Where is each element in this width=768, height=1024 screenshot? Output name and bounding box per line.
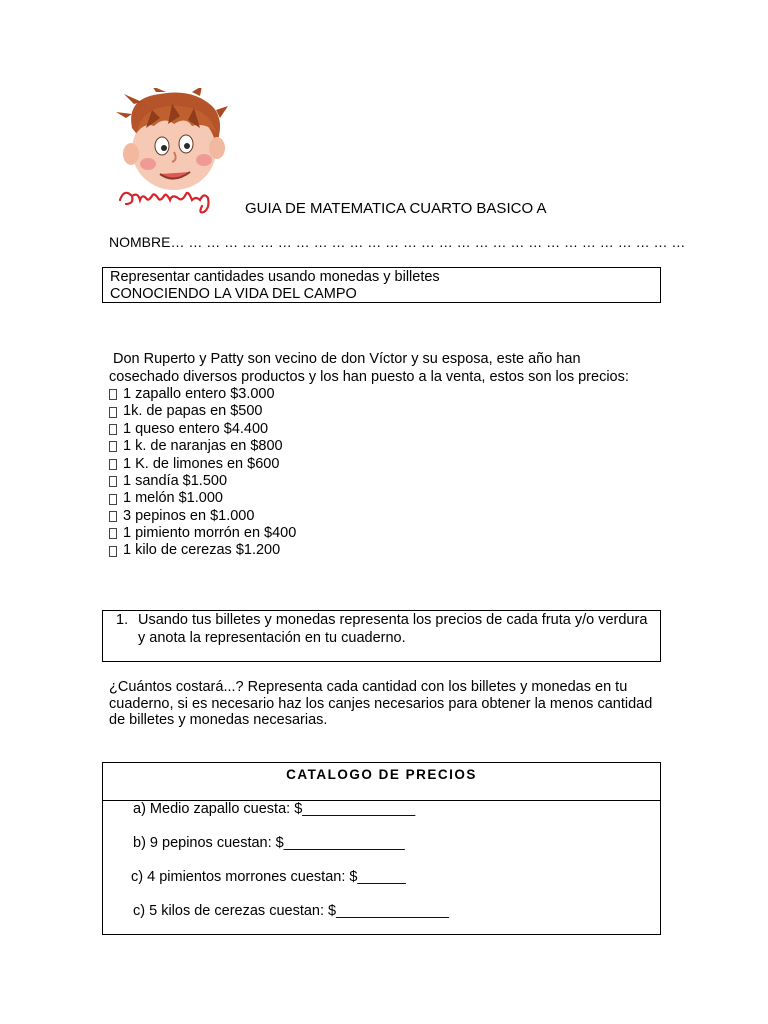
bullet-box-icon: [109, 494, 117, 505]
catalog-box: [102, 762, 661, 935]
intro-text: Don Ruperto y Patty son vecino de don Víctor y su esposa, este año han cosechado diversos productos y los han puesto a la venta, estos son los precios:: [109, 351, 629, 385]
catalog-item-b: b) 9 pepinos cuestan: $_______________: [133, 835, 405, 851]
intro-section: [109, 351, 649, 560]
question-1-text: Usando tus billetes y monedas representa los precios de cada fruta y/o verdura y anota la representación en tu cuaderno.: [138, 612, 648, 646]
page-title: GUIA DE MATEMATICA CUARTO BASICO A: [245, 200, 547, 217]
list-item: 1 melón $1.000: [109, 490, 649, 507]
list-item: 1 zapallo entero $3.000: [109, 386, 649, 403]
bullet-box-icon: [109, 424, 117, 435]
objective-line-2: CONOCIENDO LA VIDA DEL CAMPO: [110, 286, 357, 302]
name-field: NOMBRE… … … … … … … … … … … … … … … … … … … … … … … … … … … … …: [109, 234, 686, 250]
bullet-box-icon: [109, 389, 117, 400]
catalog-item-c: c) 4 pimientos morrones cuestan: $______: [131, 869, 406, 885]
objective-box: [102, 267, 661, 303]
list-item: 1 sandía $1.500: [109, 473, 649, 490]
list-item: 1 k. de naranjas en $800: [109, 438, 649, 455]
list-item: 3 pepinos en $1.000: [109, 508, 649, 525]
catalog-item-d: c) 5 kilos de cerezas cuestan: $______________: [133, 903, 449, 919]
papelucho-signature: [120, 193, 209, 213]
bullet-box-icon: [109, 459, 117, 470]
list-item: 1k. de papas en $500: [109, 403, 649, 420]
bullet-box-icon: [109, 528, 117, 539]
catalog-title: CATALOGO DE PRECIOS: [103, 763, 660, 801]
question-2-text: ¿Cuántos costará...? Representa cada cantidad con los billetes y monedas en tu cuaderno, si es necesario haz los canjes necesarios para obtener la menos cantidad de billetes y monedas necesarias.: [109, 679, 653, 728]
question-1-box: [102, 610, 661, 662]
list-item: 1 queso entero $4.400: [109, 421, 649, 438]
bullet-box-icon: [109, 476, 117, 487]
catalog-item-a: a) Medio zapallo cuesta: $______________: [133, 801, 416, 817]
price-list: [109, 386, 649, 560]
bullet-box-icon: [109, 441, 117, 452]
papelucho-logo: [112, 88, 230, 216]
bullet-box-icon: [109, 546, 117, 557]
bullet-box-icon: [109, 511, 117, 522]
objective-line-1: Representar cantidades usando monedas y billetes: [110, 269, 440, 285]
boy-illustration: [112, 88, 230, 216]
list-item: 1 K. de limones en $600: [109, 456, 649, 473]
question-1-number: 1.: [116, 612, 129, 628]
list-item: 1 kilo de cerezas $1.200: [109, 543, 649, 560]
list-item: 1 pimiento morrón en $400: [109, 525, 649, 542]
bullet-box-icon: [109, 407, 117, 418]
